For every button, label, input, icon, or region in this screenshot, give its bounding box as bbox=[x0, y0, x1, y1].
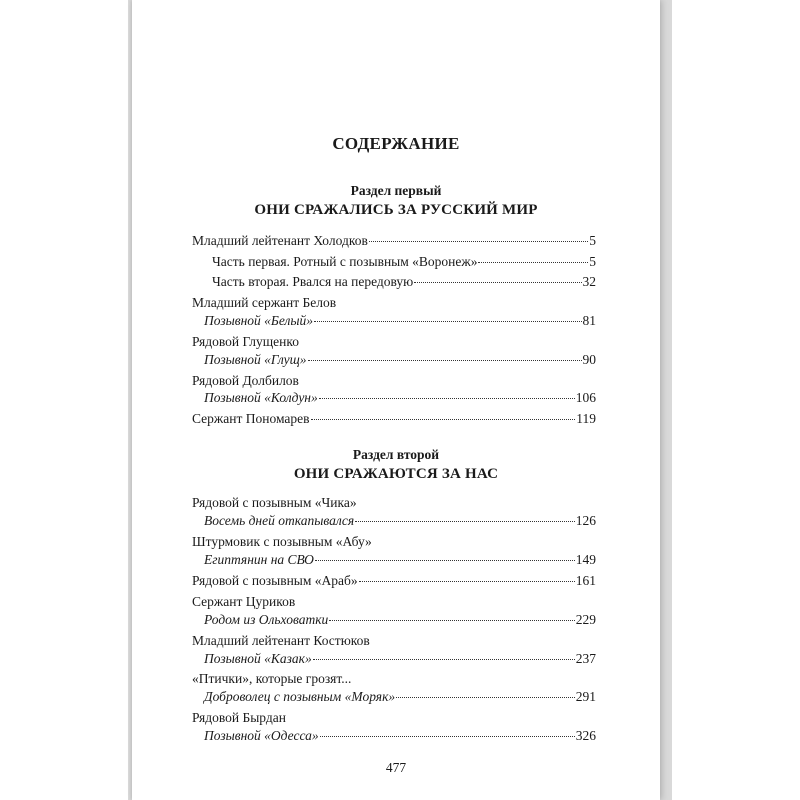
toc-page-number: 119 bbox=[576, 411, 596, 426]
toc-entry[interactable] bbox=[204, 688, 596, 706]
toc-entry-text: Позывной «Одесса» bbox=[204, 728, 319, 743]
leader-dots bbox=[369, 241, 588, 242]
book-page bbox=[132, 0, 660, 800]
toc-page-number: 237 bbox=[575, 651, 596, 666]
section1-header bbox=[132, 182, 660, 221]
toc-entry-title: Младший лейтенант Костюков bbox=[192, 633, 370, 648]
leader-dots bbox=[313, 659, 575, 660]
toc-entry-text: Доброволец с позывным «Моряк» bbox=[204, 689, 396, 704]
toc-page-number: 291 bbox=[575, 689, 596, 704]
toc-page-number: 126 bbox=[575, 513, 596, 528]
contents-heading: СОДЕРЖАНИЕ bbox=[332, 134, 460, 153]
toc-entry[interactable] bbox=[204, 389, 596, 407]
toc-entry[interactable] bbox=[204, 727, 596, 745]
toc-page-number: 149 bbox=[575, 552, 596, 567]
section1-title: ОНИ СРАЖАЛИСЬ ЗА РУССКИЙ МИР bbox=[254, 202, 538, 218]
toc-page-number: 5 bbox=[589, 254, 596, 269]
leader-dots bbox=[308, 360, 582, 361]
toc-entry-text: Египтянин на СВО bbox=[204, 552, 314, 567]
toc-page-number: 106 bbox=[575, 390, 596, 405]
toc-entry-title: Рядовой с позывным «Чика» bbox=[192, 495, 357, 510]
leader-dots bbox=[319, 398, 575, 399]
toc-entry-title: Младший сержант Белов bbox=[192, 295, 337, 310]
toc-entry[interactable] bbox=[204, 312, 596, 330]
toc-entry[interactable] bbox=[212, 273, 596, 291]
toc-entry-text: Сержант Пономарев bbox=[192, 411, 310, 426]
toc-page-number: 90 bbox=[582, 352, 596, 367]
toc-page-number: 229 bbox=[575, 612, 596, 627]
toc-entry[interactable] bbox=[192, 410, 596, 428]
section2-label: Раздел второй bbox=[352, 447, 440, 462]
toc-entry[interactable] bbox=[212, 253, 596, 271]
toc-entry-text: Часть первая. Ротный с позывным «Воронеж» bbox=[212, 254, 478, 269]
toc-entry-text: Младший лейтенант Холодков bbox=[192, 233, 368, 248]
toc-entry[interactable] bbox=[204, 611, 596, 629]
toc-entry[interactable] bbox=[192, 572, 596, 590]
toc-entry-text: Родом из Ольховатки bbox=[204, 612, 329, 627]
toc-entry[interactable] bbox=[204, 512, 596, 530]
leader-dots bbox=[478, 262, 588, 263]
toc-entry-title: Сержант Цуриков bbox=[192, 594, 296, 609]
toc-page-number: 32 bbox=[582, 274, 596, 289]
toc-entry[interactable] bbox=[204, 351, 596, 369]
section2-header bbox=[132, 446, 660, 485]
leader-dots bbox=[315, 560, 575, 561]
toc-entry[interactable] bbox=[204, 551, 596, 569]
leader-dots bbox=[414, 282, 581, 283]
toc-entry-title: Рядовой Глущенко bbox=[192, 334, 299, 349]
section1-label: Раздел первый bbox=[350, 183, 442, 198]
leader-dots bbox=[355, 521, 575, 522]
toc-entry-title: Рядовой Долбилов bbox=[192, 373, 299, 388]
toc-entry-text: Позывной «Глущ» bbox=[204, 352, 307, 367]
toc-entry-text: Часть вторая. Рвался на передовую bbox=[212, 274, 414, 289]
toc-entry-text: Позывной «Белый» bbox=[204, 313, 314, 328]
toc-page-number: 81 bbox=[582, 313, 596, 328]
toc-page-number: 161 bbox=[575, 573, 596, 588]
leader-dots bbox=[396, 697, 575, 698]
toc-entry-title: Рядовой Бырдан bbox=[192, 710, 286, 725]
leader-dots bbox=[314, 321, 581, 322]
toc-entry-text: Позывной «Казак» bbox=[204, 651, 312, 666]
leader-dots bbox=[320, 736, 575, 737]
page-number-footer: 477 bbox=[385, 760, 407, 775]
leader-dots bbox=[359, 581, 575, 582]
toc-entry-title: «Птички», которые грозят... bbox=[192, 671, 352, 686]
toc-entry-title: Штурмовик с позывным «Абу» bbox=[192, 534, 372, 549]
toc-entry[interactable] bbox=[192, 232, 596, 250]
toc-page-number: 5 bbox=[589, 233, 596, 248]
section2-title: ОНИ СРАЖАЮТСЯ ЗА НАС bbox=[293, 466, 499, 482]
leader-dots bbox=[311, 419, 576, 420]
toc-entry-text: Позывной «Колдун» bbox=[204, 390, 318, 405]
toc-page-number: 326 bbox=[575, 728, 596, 743]
toc-entry[interactable] bbox=[204, 650, 596, 668]
toc-entry-text: Восемь дней откапывался bbox=[204, 513, 355, 528]
toc-entry-text: Рядовой с позывным «Араб» bbox=[192, 573, 358, 588]
leader-dots bbox=[329, 620, 574, 621]
